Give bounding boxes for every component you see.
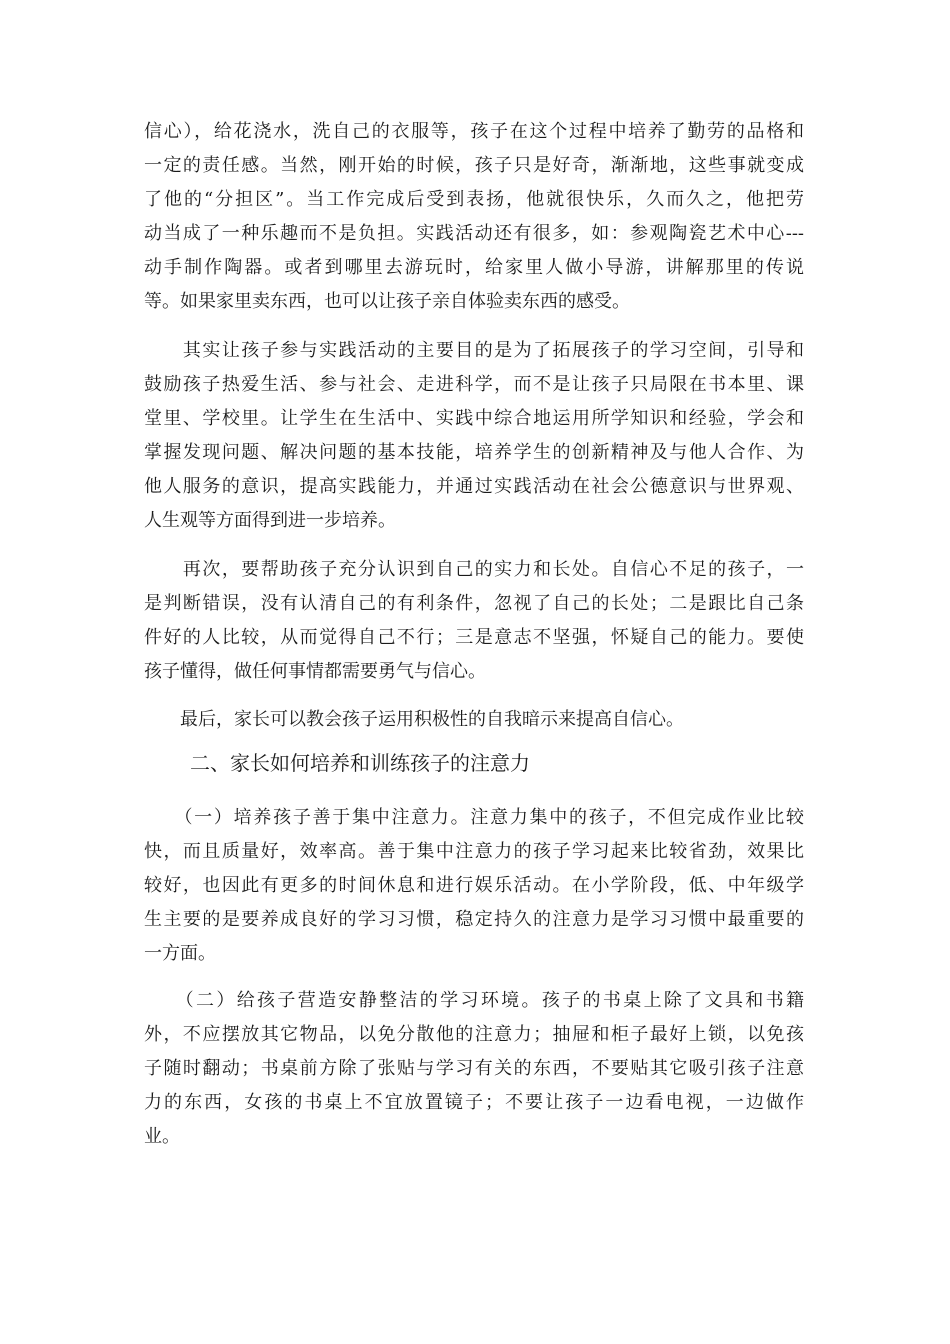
text-line: 掌握发现问题、解决问题的基本技能，培养学生的创新精神及与他人合作、为 — [144, 442, 804, 463]
text-line: 堂里、学校里。让学生在生活中、实践中综合地运用所学知识和经验，学会和 — [144, 408, 804, 429]
paragraph-practice-purpose — [144, 334, 804, 538]
text-line: 件好的人比较，从而觉得自己不行；三是意志不坚强，怀疑自己的能力。要使 — [144, 627, 804, 648]
paragraph-strengths — [144, 553, 804, 689]
text-line: 外，不应摆放其它物品，以免分散他的注意力；抽屉和柜子最好上锁，以免孩 — [144, 1024, 804, 1045]
text-line: 再次，要帮助孩子充分认识到自己的实力和长处。自信心不足的孩子，一 — [144, 559, 804, 580]
text-line: 力的东西，女孩的书桌上不宜放置镜子；不要让孩子一边看电视，一边做作 — [144, 1092, 804, 1113]
text-line: （二）给孩子营造安静整洁的学习环境。孩子的书桌上除了文具和书籍 — [144, 990, 804, 1011]
text-line: 动手制作陶器。或者到哪里去游玩时，给家里人做小导游，讲解那里的传说 — [144, 257, 804, 278]
text-line: 他人服务的意识，提高实践能力，并通过实践活动在社会公德意识与世界观、 — [144, 476, 804, 497]
text-line: 业。 — [144, 1126, 180, 1147]
text-line: 其实让孩子参与实践活动的主要目的是为了拓展孩子的学习空间，引导和 — [144, 340, 804, 361]
text-line: 鼓励孩子热爱生活、参与社会、走进科学，而不是让孩子只局限在书本里、课 — [144, 374, 804, 395]
text-line: 动当成了一种乐趣而不是负担。实践活动还有很多，如：参观陶瓷艺术中心--- — [144, 223, 804, 244]
paragraph-self-suggestion — [144, 703, 804, 737]
text-line: （一）培养孩子善于集中注意力。注意力集中的孩子，不但完成作业比较 — [144, 807, 804, 828]
text-line: 孩子懂得，做任何事情都需要勇气与信心。 — [144, 661, 486, 682]
text-line: 快，而且质量好，效率高。善于集中注意力的孩子学习起来比较省劲，效果比 — [144, 841, 804, 862]
text-line: 信心），给花浇水，洗自己的衣服等，孩子在这个过程中培养了勤劳的品格和 — [144, 121, 804, 142]
section-heading: 二、家长如何培养和训练孩子的注意力 — [190, 751, 530, 775]
paragraph-study-environment — [144, 984, 804, 1154]
text-line: 较好，也因此有更多的时间休息和进行娱乐活动。在小学阶段，低、中年级学 — [144, 875, 804, 896]
text-line: 子随时翻动；书桌前方除了张贴与学习有关的东西，不要贴其它吸引孩子注意 — [144, 1058, 804, 1079]
text-line: 最后，家长可以教会孩子运用积极性的自我暗示来提高自信心。 — [144, 709, 684, 730]
paragraph-chores — [144, 115, 804, 319]
text-line: 等。如果家里卖东西，也可以让孩子亲自体验卖东西的感受。 — [144, 291, 630, 312]
paragraph-concentration — [144, 801, 804, 971]
text-line: 人生观等方面得到进一步培养。 — [144, 510, 396, 531]
text-line: 生主要的是要养成良好的学习习惯，稳定持久的注意力是学习习惯中最重要的 — [144, 909, 804, 930]
text-line: 一定的责任感。当然，刚开始的时候，孩子只是好奇，渐渐地，这些事就变成 — [144, 155, 804, 176]
text-line: 是判断错误，没有认清自己的有利条件，忽视了自己的长处；二是跟比自己条 — [144, 593, 804, 614]
text-line: 了他的“分担区”。当工作完成后受到表扬，他就很快乐，久而久之，他把劳 — [144, 189, 804, 210]
text-line: 一方面。 — [144, 943, 216, 964]
